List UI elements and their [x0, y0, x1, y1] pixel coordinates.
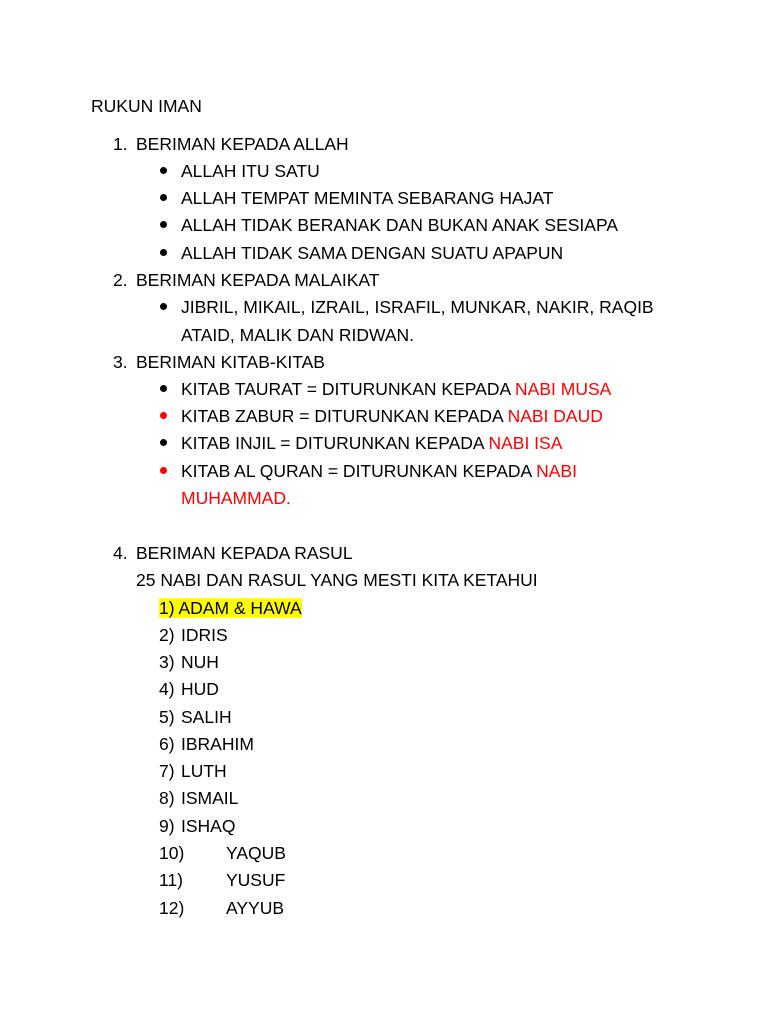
bullet-icon: [160, 221, 167, 228]
section-1-heading: BERIMAN KEPADA ALLAH: [136, 134, 349, 154]
section-3-number: 3.: [113, 352, 128, 372]
bullet-icon: [160, 439, 167, 446]
nabi-number: 2): [159, 625, 175, 645]
nabi-number: 12): [159, 898, 185, 918]
list-item: ALLAH TIDAK SAMA DENGAN SUATU APAPUN: [181, 243, 564, 263]
bullet-icon: [160, 467, 167, 474]
section-1-number: 1.: [113, 134, 128, 154]
list-item: ALLAH TIDAK BERANAK DAN BUKAN ANAK SESIAPA: [181, 215, 619, 235]
nabi-name: NABI DAUD: [507, 406, 603, 426]
kitab-text: KITAB INJIL = DITURUNKAN KEPADA: [181, 433, 489, 453]
kitab-text: KITAB TAURAT = DITURUNKAN KEPADA: [181, 379, 516, 399]
list-item: [181, 406, 603, 426]
section-4-heading: BERIMAN KEPADA RASUL: [136, 543, 353, 563]
nabi-number: 11): [159, 870, 183, 890]
nabi-number: 1): [159, 598, 175, 618]
nabi-name: NABI ISA: [488, 433, 563, 453]
nabi-name: SALIH: [181, 707, 232, 727]
nabi-list-item-highlighted: [159, 598, 302, 618]
nabi-name: IDRIS: [181, 625, 228, 645]
nabi-name: IBRAHIM: [181, 734, 254, 754]
nabi-name: ADAM & HAWA: [178, 598, 302, 618]
nabi-name: NABI: [536, 461, 577, 481]
nabi-name: ISMAIL: [181, 788, 239, 808]
section-4-number: 4.: [113, 543, 128, 563]
kitab-text: KITAB AL QURAN = DITURUNKAN KEPADA: [181, 461, 537, 481]
bullet-icon: [160, 194, 167, 201]
bullet-icon: [160, 385, 167, 392]
section-2-number: 2.: [113, 270, 128, 290]
page-title: RUKUN IMAN: [91, 96, 202, 116]
nabi-name: ISHAQ: [181, 816, 236, 836]
nabi-number: 7): [159, 761, 175, 781]
section-3-heading: BERIMAN KITAB-KITAB: [136, 352, 325, 372]
list-item-continuation: ATAID, MALIK DAN RIDWAN.: [181, 325, 415, 345]
nabi-number: 5): [159, 707, 175, 727]
kitab-text: KITAB ZABUR = DITURUNKAN KEPADA: [181, 406, 508, 426]
nabi-name: HUD: [181, 679, 219, 699]
list-item: [181, 433, 562, 453]
nabi-name: NUH: [181, 652, 219, 672]
bullet-icon: [160, 249, 167, 256]
nabi-name-continuation: MUHAMMAD.: [181, 488, 291, 508]
list-item: ALLAH ITU SATU: [181, 161, 320, 181]
nabi-number: 3): [159, 652, 175, 672]
bullet-icon: [160, 412, 167, 419]
list-item: [181, 379, 611, 399]
nabi-number: 8): [159, 788, 175, 808]
section-4-subheading: 25 NABI DAN RASUL YANG MESTI KITA KETAHUI: [136, 570, 538, 590]
list-item: ALLAH TEMPAT MEMINTA SEBARANG HAJAT: [181, 188, 554, 208]
nabi-number: 10): [159, 843, 185, 863]
nabi-number: 4): [159, 679, 175, 699]
nabi-name: AYYUB: [226, 898, 285, 918]
nabi-number: 9): [159, 816, 175, 836]
nabi-name: NABI MUSA: [515, 379, 612, 399]
nabi-number: 6): [159, 734, 175, 754]
bullet-icon: [160, 303, 167, 310]
list-item: JIBRIL, MIKAIL, IZRAIL, ISRAFIL, MUNKAR, NAKIR, RAQIB: [181, 297, 654, 317]
nabi-name: YAQUB: [226, 843, 286, 863]
section-2-heading: BERIMAN KEPADA MALAIKAT: [136, 270, 380, 290]
nabi-name: LUTH: [181, 761, 227, 781]
bullet-icon: [160, 167, 167, 174]
nabi-name: YUSUF: [226, 870, 286, 890]
list-item: [181, 461, 577, 481]
